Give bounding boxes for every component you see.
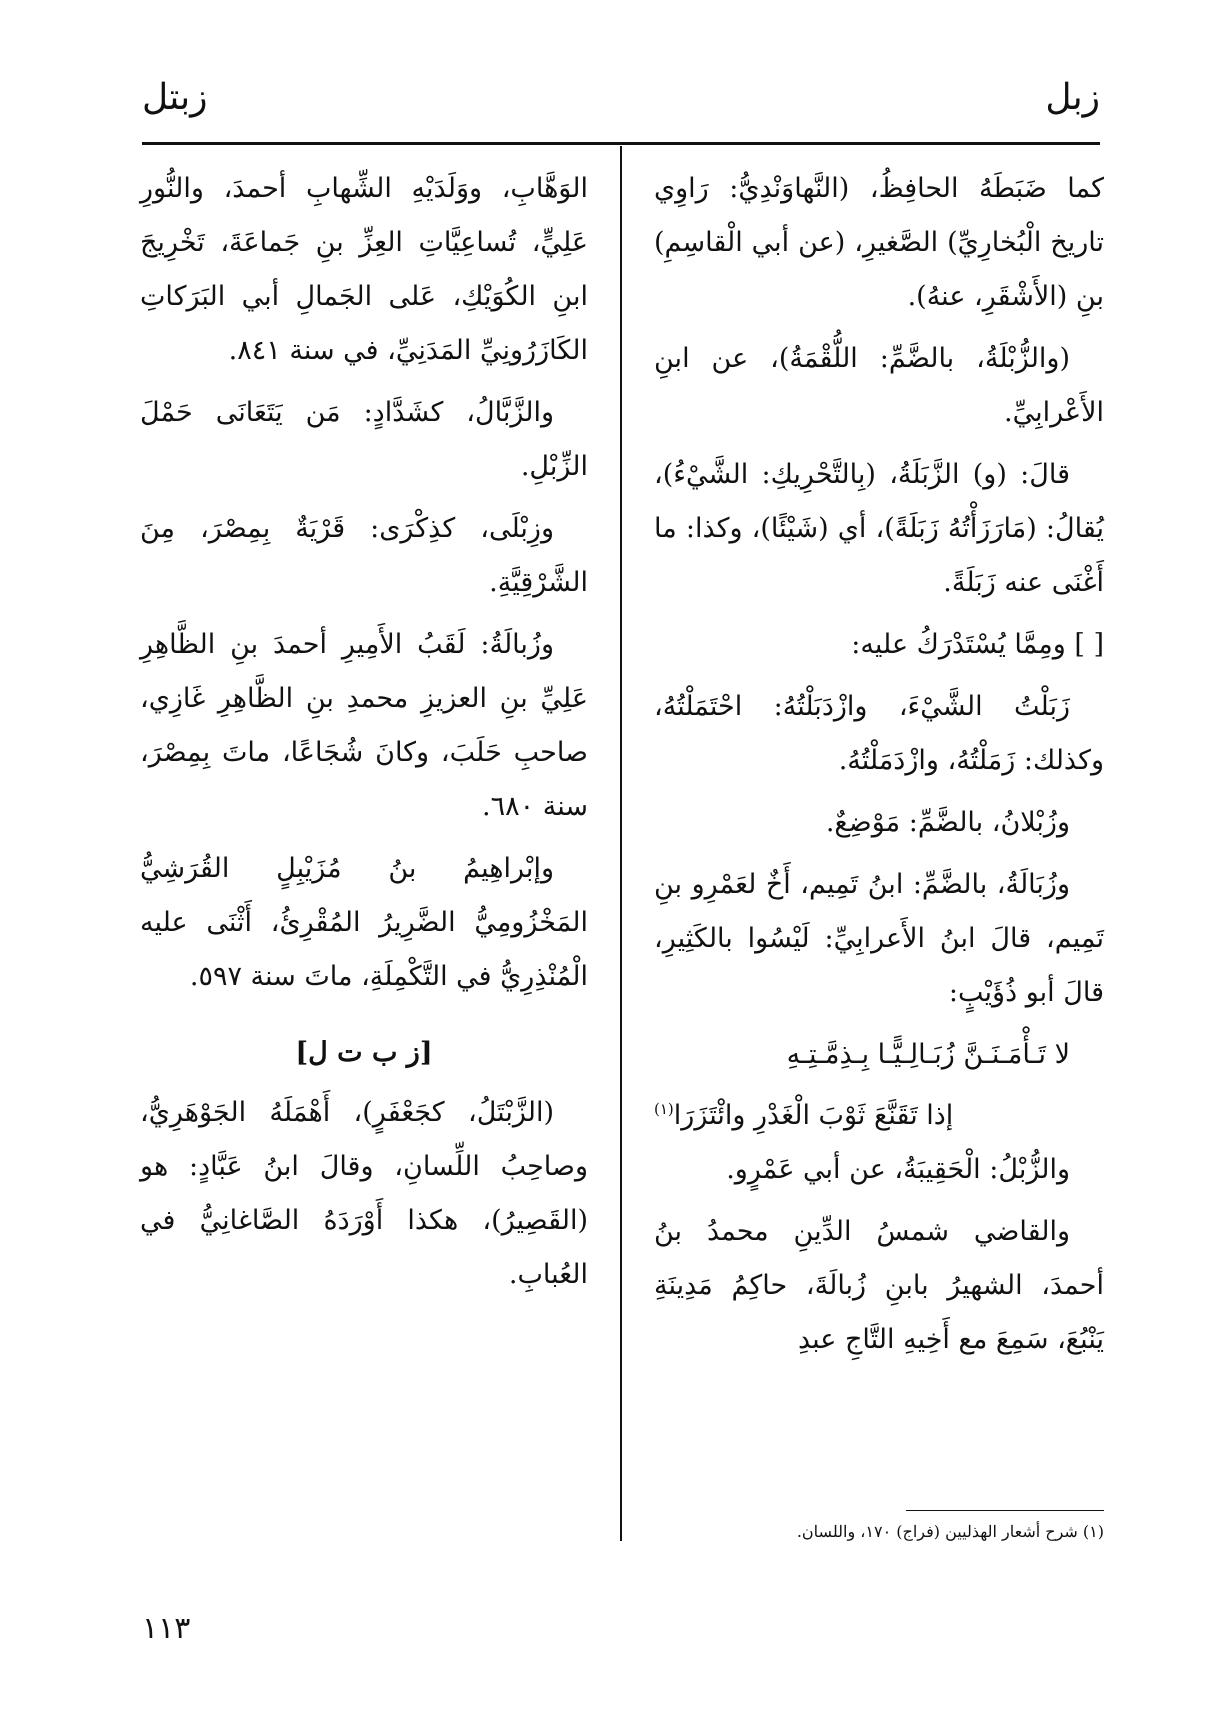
paragraph: قالَ: (و) الزَّبَلَةُ، (بِالتَّحْرِيكِ: الشَّيْءُ)، يُقالُ: (مَارَزَأْتُهُ زَبَلَةً)، أي (شَيْئًا)، وكذا: ما أَغْنَى عنه زَبَلَةً.	[654, 459, 1104, 598]
paragraph: (الزَّبْتَلُ، كجَعْفَرٍ)، أَهْمَلَهُ الجَوْهَرِيُّ، وصاحِبُ اللِّسانِ، وقالَ ابنُ عَبَّادٍ: هو (القَصِيرُ)، هكذا أَوْرَدَهُ الصَّاغانِيُّ في العُبابِ.	[140, 1097, 588, 1290]
paragraph: وإبْراهِيمُ بنُ مُزَيْبِلٍ القُرَشِيُّ المَخْزُومِيُّ الضَّرِيرُ المُقْرِئُ، أَثْنَى عليه الْمُنْذِرِيُّ في التَّكْمِلَةِ، ماتَ سنة ٥٩٧.	[140, 853, 588, 992]
page-number: ١١٣	[142, 1611, 191, 1646]
paragraph: وزُبَالَةُ، بالضَّمِّ: ابنُ تَمِيم، أَخٌ لعَمْرِو بنِ تَمِيم، قالَ ابنُ الأَعرابِيِّ: لَيْسُوا بالكَثِيرِ، قالَ أبو ذُؤَيْبٍ:	[654, 869, 1104, 1008]
footnote-rule	[906, 1510, 1104, 1511]
paragraph: الوَهَّابِ، ووَلَدَيْهِ الشِّهابِ أحمدَ، والنُّورِ عَلِيٍّ، تُساعِيَّاتِ العِزِّ بنِ جَماعَةَ، تَخْرِيجَ ابنِ الكُوَيْكِ، عَلى الجَمالِ أبي البَرَكاتِ الكَازَرُونِيِّ المَدَنِيِّ، في سنة ٨٤١.	[140, 173, 588, 366]
running-head-left: زبتل	[142, 77, 208, 118]
footnote: (١) شرح أشعار الهذليين (فراج) ١٧٠، واللسان.	[796, 1522, 1104, 1541]
paragraph: وزُبْلانُ، بالضَّمِّ: مَوْضِعٌ.	[825, 807, 1070, 838]
verse-first-half: لا تَـأْمَـنَـنَّ زُبَـالِـيًّـا بِـذِمَّـتِـهِ	[786, 1039, 1070, 1070]
running-head-right: زبل	[1045, 77, 1100, 118]
paragraph: والزَّبَّالُ، كشَدَّادٍ: مَن يَتَعَانَى حَمْلَ الزِّبْلِ.	[140, 397, 588, 482]
paragraph: كما ضَبَطَهُ الحافِظُ، (النَّهاوَنْدِيُّ: رَاوِي تاريخ الْبُخارِيِّ) الصَّغيرِ، (عن أبي الْقاسِمِ) بنِ (الأَشْقَرِ، عنهُ).	[654, 173, 1104, 312]
paragraph: [ ] ومِمَّا يُسْتَدْرَكُ عليه:	[851, 629, 1104, 660]
paragraph: والقاضي شمسُ الدِّينِ محمدُ بنُ أحمدَ، الشهيرُ بابنِ زُبالَةَ، حاكِمُ مَدِينَةِ يَنْبُعَ، سَمِعَ مع أَخِيهِ التَّاجِ عبدِ	[654, 1216, 1104, 1355]
right-column	[654, 162, 1104, 1375]
paragraph: وزِبْلَى، كذِكْرَى: قَرْيَةٌ بِمِصْرَ، مِنَ الشَّرْقِيَّةِ.	[140, 513, 588, 598]
header-rule	[142, 142, 1100, 145]
left-column	[140, 162, 588, 1310]
column-divider	[620, 146, 622, 1541]
paragraph: زَبَلْتُ الشَّيْءَ، وازْدَبَلْتُهُ: احْتَمَلْتُهُ، وكذلك: زَمَلْتُهُ، وازْدَمَلْتُهُ.	[654, 691, 1104, 776]
footnote-marker: (١)	[654, 1100, 674, 1118]
paragraph: والزُّبْلُ: الْحَقِيبَةُ، عن أبي عَمْرٍو.	[726, 1154, 1070, 1185]
paragraph: (والزُّبْلَةُ، بالضَّمِّ: اللُّقْمَةُ)، عن ابنِ الأَعْرابِيِّ.	[654, 343, 1104, 428]
verse-second-half	[654, 1082, 1104, 1143]
verse-second-half-text: إذا تَقَنَّعَ ثَوْبَ الْغَدْرِ وائْتَزَرَا	[673, 1100, 954, 1131]
section-heading: [ز ب ت ل]	[295, 1037, 433, 1068]
paragraph: وزُبالَةُ: لَقَبُ الأَمِيرِ أحمدَ بنِ الظَّاهِرِ عَلِيِّ بنِ العزيزِ محمدِ بنِ الظَّاهِرِ غَازِي، صاحبِ حَلَبَ، وكانَ شُجَاعًا، ماتَ بِمِصْرَ، سنة ٦٨٠.	[140, 629, 588, 822]
